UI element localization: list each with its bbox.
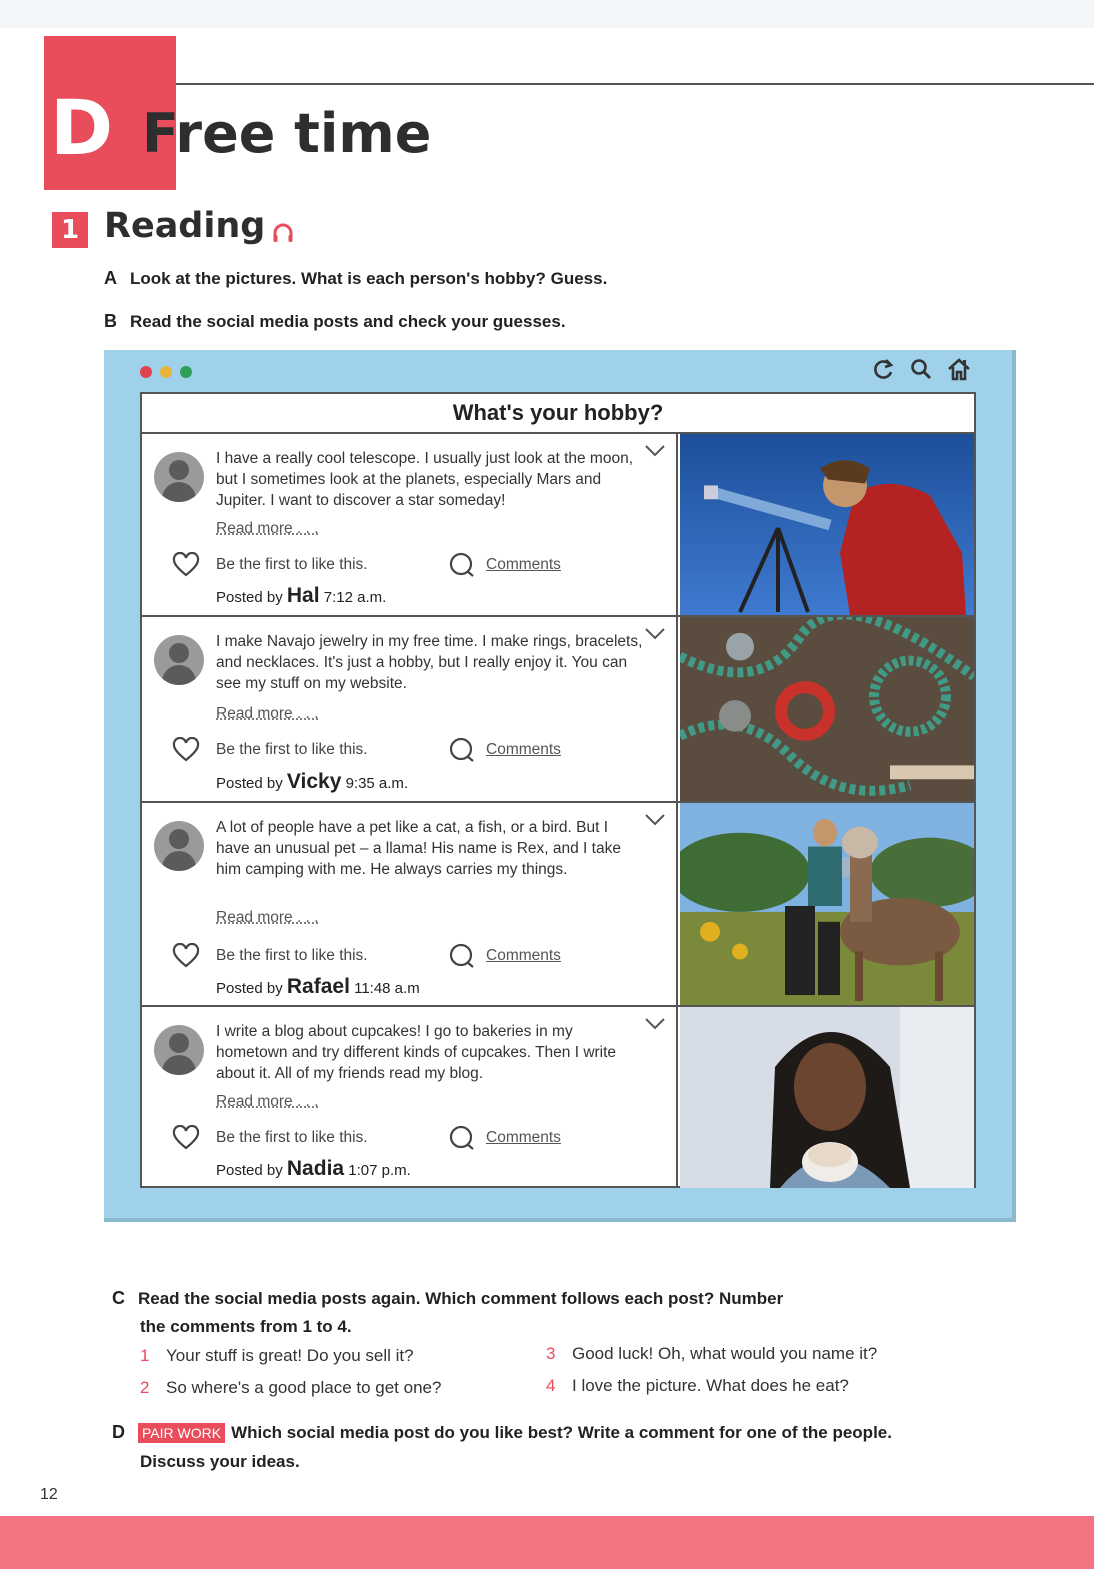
post-text-column [142,803,678,1005]
posted-by-label: Posted by [216,980,283,997]
like-text: Be the first to like this. [216,556,368,573]
task-c-letter: C [112,1288,125,1308]
maximize-dot[interactable] [180,366,192,378]
comment-number: 4 [546,1376,556,1395]
post-time: 7:12 a.m. [323,589,387,606]
comment-number: 1 [140,1346,150,1365]
comment-number: 2 [140,1378,150,1397]
heart-icon[interactable] [172,1125,200,1151]
avatar[interactable] [154,821,204,871]
post-photo-telescope [680,434,974,615]
like-text: Be the first to like this. [216,947,368,964]
post-text-column [142,617,678,801]
pair-work-badge: PAIR WORK [138,1423,225,1443]
close-dot[interactable] [140,366,152,378]
instruction-b-letter: B [104,311,117,331]
task-d [112,1418,952,1476]
posted-by-label: Posted by [216,1162,283,1179]
post-photo-jewelry [680,617,974,801]
task-d-line2: Discuss your ideas. [140,1452,300,1471]
author-name[interactable]: Nadia [286,1157,345,1180]
like-row [172,1125,652,1151]
comment-number: 3 [546,1344,556,1363]
post-photo-llama [680,803,974,1005]
comment-bubble-icon[interactable] [448,552,476,578]
search-icon[interactable] [908,356,934,382]
home-icon[interactable] [946,356,972,382]
comment-option-1 [140,1346,414,1366]
author-name[interactable]: Hal [286,584,320,607]
instruction-b-text: Read the social media posts and check your guesses. [130,312,566,331]
comment-bubble-icon[interactable] [448,943,476,969]
comments-link[interactable]: Comments [486,1129,561,1146]
chevron-down-icon[interactable] [644,627,666,641]
exercise-title: Reading [104,206,266,246]
post-meta [216,584,386,608]
like-row [172,943,652,969]
post-time: 1:07 p.m. [348,1162,411,1179]
instruction-a-text: Look at the pictures. What is each person's hobby? Guess. [130,269,608,288]
page-title: Free time [142,102,432,165]
task-d-line1: Which social media post do you like best? Write a comment for one of the people. [231,1423,892,1442]
instruction-a [104,268,607,289]
post-meta [216,770,408,794]
task-c-line1: Read the social media posts again. Which comment follows each post? Number [138,1289,784,1308]
task-d-letter: D [112,1422,125,1442]
comment-text: Good luck! Oh, what would you name it? [572,1344,878,1363]
browser-window [104,350,1016,1222]
comment-option-2 [140,1378,441,1398]
chevron-down-icon[interactable] [644,813,666,827]
like-text: Be the first to like this. [216,1129,368,1146]
comments-link[interactable]: Comments [486,947,561,964]
post-hal [142,434,974,617]
comment-bubble-icon[interactable] [448,1125,476,1151]
post-meta [216,975,420,999]
feed-title: What's your hobby? [142,394,974,434]
read-more-link[interactable]: Read more . . . [216,705,319,722]
avatar[interactable] [154,1025,204,1075]
author-name[interactable]: Rafael [286,975,350,998]
section-letter: D [50,83,114,172]
comment-option-3 [546,1344,877,1364]
avatar[interactable] [154,452,204,502]
comments-link[interactable]: Comments [486,741,561,758]
comment-text: I love the picture. What does he eat? [572,1376,849,1395]
footer-bar [0,1516,1094,1569]
minimize-dot[interactable] [160,366,172,378]
post-time: 9:35 a.m. [345,775,409,792]
instruction-b [104,311,566,332]
instruction-a-letter: A [104,268,117,288]
post-nadia [142,1007,974,1188]
refresh-icon[interactable] [870,356,896,382]
task-c-line2: the comments from 1 to 4. [140,1317,352,1336]
like-row [172,552,652,578]
read-more-link[interactable]: Read more . . . [216,909,319,926]
exercise-number: 1 [52,212,88,248]
posted-by-label: Posted by [216,589,283,606]
window-controls [140,366,192,378]
read-more-link[interactable]: Read more . . . [216,1093,319,1110]
top-strip [0,0,1094,28]
post-text-column [142,1007,678,1188]
post-vicky [142,617,974,803]
post-rafael [142,803,974,1007]
posted-by-label: Posted by [216,775,283,792]
like-text: Be the first to like this. [216,741,368,758]
heart-icon[interactable] [172,737,200,763]
comment-option-4 [546,1376,849,1396]
task-c [112,1284,832,1341]
like-row [172,737,652,763]
avatar[interactable] [154,635,204,685]
author-name[interactable]: Vicky [286,770,342,793]
page-number: 12 [40,1486,58,1503]
post-meta [216,1157,411,1181]
comment-text: Your stuff is great! Do you sell it? [166,1346,414,1365]
post-body: I write a blog about cupcakes! I go to bakeries in my hometown and try different kinds of cupcakes. Then I write about it. All of my friends read my blog. [216,1023,617,1082]
comments-link[interactable]: Comments [486,556,561,573]
comment-bubble-icon[interactable] [448,737,476,763]
post-time: 11:48 a.m [354,980,420,997]
browser-nav [870,356,972,382]
chevron-down-icon[interactable] [644,1017,666,1031]
feed-panel [140,392,976,1188]
post-photo-cupcake [680,1007,974,1188]
post-body: A lot of people have a pet like a cat, a fish, or a bird. But I have an unusual pet – a llama! His name is Rex, and I take him camping with me. He always carries my things. [216,819,621,878]
post-body: I make Navajo jewelry in my free time. I make rings, bracelets, and necklaces. It's just a hobby, but I really enjoy it. You can see my stuff on my website. [216,633,643,692]
post-text-column [142,434,678,615]
heart-icon[interactable] [172,552,200,578]
title-rule [176,83,1094,85]
comment-text: So where's a good place to get one? [166,1378,442,1397]
chevron-down-icon[interactable] [644,444,666,458]
read-more-link[interactable]: Read more . . . [216,520,319,537]
heart-icon[interactable] [172,943,200,969]
audio-headphones-icon[interactable] [272,222,294,244]
post-body: I have a really cool telescope. I usually just look at the moon, but I sometimes look at the planets, especially Mars and Jupiter. I want to discover a star someday! [216,450,634,509]
